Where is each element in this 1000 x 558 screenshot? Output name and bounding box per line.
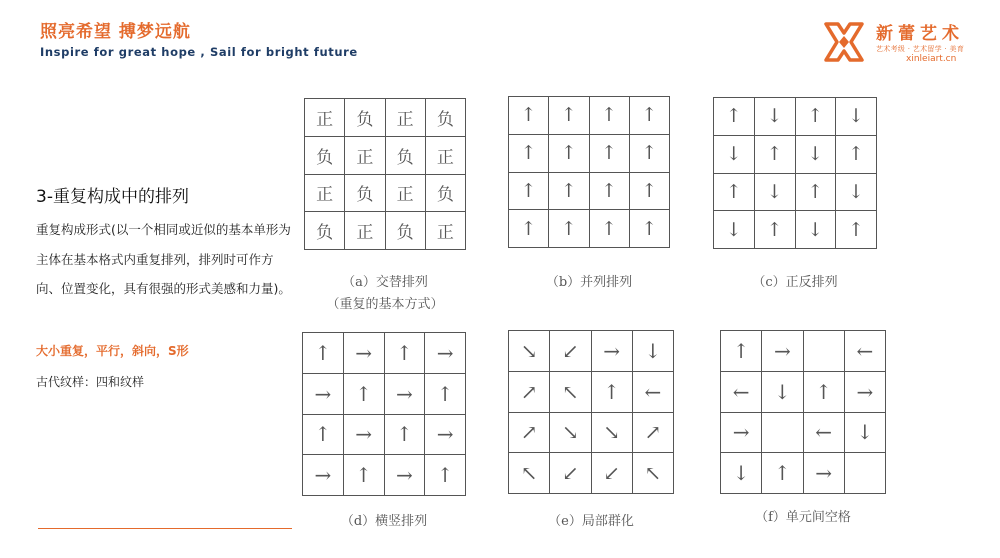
caption-b: （b）并列排列 bbox=[545, 275, 633, 290]
grid-cell: ↘ bbox=[591, 412, 632, 453]
grid-cell: ↑ bbox=[343, 373, 384, 414]
grid-cell: 负 bbox=[345, 174, 385, 212]
grid-cell: ↖ bbox=[550, 371, 591, 412]
grid-cell: ↗ bbox=[509, 412, 550, 453]
grid-cell: 负 bbox=[385, 136, 425, 174]
section-title: 3-重复构成中的排列 bbox=[36, 187, 189, 207]
grid-cell: ↑ bbox=[384, 414, 425, 455]
caption-e: （e）局部群化 bbox=[548, 514, 634, 529]
grid-c bbox=[713, 97, 877, 249]
grid-cell: ↓ bbox=[844, 412, 885, 453]
grid-cell: → bbox=[303, 373, 344, 414]
caption-d: （d）横竖排列 bbox=[340, 514, 428, 529]
grid-row bbox=[714, 211, 877, 249]
grid-cell: ↑ bbox=[762, 453, 803, 494]
grid-cell: 负 bbox=[305, 212, 345, 250]
grid-cell: → bbox=[384, 373, 425, 414]
grid-cell: ↑ bbox=[509, 97, 549, 135]
grid-row bbox=[305, 212, 466, 250]
grid-cell: ↓ bbox=[795, 135, 836, 173]
grid-row bbox=[303, 455, 466, 496]
grid-cell: ↓ bbox=[632, 331, 673, 372]
highlight-text: 大小重复，平行，斜向，S形 bbox=[36, 344, 189, 358]
grid-cell: ↑ bbox=[425, 373, 466, 414]
grid-cell: ↙ bbox=[591, 453, 632, 494]
grid-row bbox=[305, 174, 466, 212]
grid-d bbox=[302, 332, 466, 496]
brand-tagline: 艺术考级 · 艺术留学 · 美育 bbox=[876, 45, 965, 53]
grid-cell: ← bbox=[632, 371, 673, 412]
grid-cell: ↓ bbox=[714, 135, 755, 173]
grid-row bbox=[714, 135, 877, 173]
grid-cell: ↑ bbox=[795, 173, 836, 211]
grid-row bbox=[509, 412, 674, 453]
grid-cell: ↑ bbox=[509, 134, 549, 172]
grid-cell: 正 bbox=[425, 136, 465, 174]
grid-row bbox=[303, 333, 466, 374]
caption-c: （c）正反排列 bbox=[752, 275, 838, 290]
grid-cell: ↑ bbox=[836, 135, 877, 173]
slogan-cn: 照亮希望 搏梦远航 bbox=[40, 22, 191, 42]
grid-cell: ↖ bbox=[632, 453, 673, 494]
grid-cell: ↑ bbox=[714, 173, 755, 211]
grid-row bbox=[509, 331, 674, 372]
grid-cell: ↗ bbox=[632, 412, 673, 453]
caption-a: （a）交替排列 bbox=[342, 275, 428, 290]
grid-row bbox=[714, 173, 877, 211]
grid-b bbox=[508, 96, 670, 248]
grid-cell: → bbox=[844, 371, 885, 412]
grid-cell: ↑ bbox=[795, 98, 836, 136]
grid-row bbox=[509, 97, 670, 135]
grid-cell: ↑ bbox=[803, 371, 844, 412]
grid-cell: ↓ bbox=[754, 98, 795, 136]
grid-cell: 负 bbox=[305, 136, 345, 174]
grid-e bbox=[508, 330, 674, 494]
grid-cell: ↓ bbox=[721, 453, 762, 494]
grid-cell: ↑ bbox=[425, 455, 466, 496]
grid-row bbox=[721, 453, 886, 494]
grid-cell: 正 bbox=[345, 212, 385, 250]
grid-cell: ↑ bbox=[509, 210, 549, 248]
grid-cell: ↑ bbox=[549, 97, 589, 135]
grid-cell: ↙ bbox=[550, 331, 591, 372]
grid-cell: → bbox=[343, 333, 384, 374]
grid-f bbox=[720, 330, 886, 494]
grid-cell: ↑ bbox=[589, 97, 629, 135]
brand-url: xinleiart.cn bbox=[906, 54, 957, 64]
grid-cell: ← bbox=[721, 371, 762, 412]
grid-cell: ↑ bbox=[629, 210, 669, 248]
grid-cell: 正 bbox=[345, 136, 385, 174]
grid-cell: 正 bbox=[305, 99, 345, 137]
grid-cell: ↓ bbox=[795, 211, 836, 249]
grid-row bbox=[509, 134, 670, 172]
grid-row bbox=[509, 453, 674, 494]
grid-cell: ↑ bbox=[303, 333, 344, 374]
grid-cell: ↓ bbox=[754, 173, 795, 211]
grid-cell: 正 bbox=[385, 174, 425, 212]
grid-cell: ↑ bbox=[721, 331, 762, 372]
grid-cell: 负 bbox=[345, 99, 385, 137]
grid-cell: ↑ bbox=[629, 172, 669, 210]
caption-f: （f）单元间空格 bbox=[755, 510, 851, 525]
grid-cell: 正 bbox=[425, 212, 465, 250]
grid-row bbox=[303, 414, 466, 455]
caption-a2: （重复的基本方式） bbox=[326, 297, 444, 312]
brand-name: 新蕾艺术 bbox=[876, 24, 964, 44]
grid-cell: → bbox=[303, 455, 344, 496]
grid-cell bbox=[844, 453, 885, 494]
grid-row bbox=[509, 371, 674, 412]
grid-cell: → bbox=[762, 331, 803, 372]
grid-cell: ↑ bbox=[549, 134, 589, 172]
grid-cell: ↗ bbox=[509, 371, 550, 412]
grid-cell: 负 bbox=[425, 99, 465, 137]
grid-cell: ↘ bbox=[550, 412, 591, 453]
grid-cell: ↑ bbox=[549, 210, 589, 248]
grid-cell: ↑ bbox=[509, 172, 549, 210]
grid-cell: → bbox=[803, 453, 844, 494]
grid-cell: ↙ bbox=[550, 453, 591, 494]
grid-cell: ↑ bbox=[754, 211, 795, 249]
grid-cell: ↓ bbox=[714, 211, 755, 249]
grid-cell: → bbox=[591, 331, 632, 372]
divider-line bbox=[38, 528, 292, 529]
grid-cell: 正 bbox=[385, 99, 425, 137]
grid-cell: ↑ bbox=[629, 97, 669, 135]
grid-cell: ↑ bbox=[303, 414, 344, 455]
grid-cell: → bbox=[343, 414, 384, 455]
grid-cell: ↑ bbox=[714, 98, 755, 136]
grid-row bbox=[303, 373, 466, 414]
grid-cell bbox=[803, 331, 844, 372]
grid-cell: ↓ bbox=[762, 371, 803, 412]
slogan-en: Inspire for great hope , Sail for bright future bbox=[40, 45, 358, 59]
grid-cell: → bbox=[384, 455, 425, 496]
grid-cell: ← bbox=[803, 412, 844, 453]
grid-row bbox=[509, 172, 670, 210]
grid-cell: 负 bbox=[385, 212, 425, 250]
grid-cell: ↑ bbox=[343, 455, 384, 496]
grid-cell: ↑ bbox=[629, 134, 669, 172]
grid-cell: 正 bbox=[305, 174, 345, 212]
grid-a bbox=[304, 98, 466, 250]
grid-row bbox=[305, 99, 466, 137]
grid-cell: ↓ bbox=[836, 98, 877, 136]
grid-cell: 负 bbox=[425, 174, 465, 212]
grid-cell: ← bbox=[844, 331, 885, 372]
section-body: 重复构成形式(以一个相同或近似的基本单形为主体在基本格式内重复排列，排列时可作方向、位置变化，具有很强的形式美感和力量)。 bbox=[36, 222, 291, 296]
note-text: 古代纹样：四和纹样 bbox=[36, 375, 145, 389]
grid-cell bbox=[762, 412, 803, 453]
grid-row bbox=[721, 412, 886, 453]
grid-cell: → bbox=[721, 412, 762, 453]
grid-row bbox=[721, 331, 886, 372]
grid-cell: ↑ bbox=[589, 210, 629, 248]
grid-row bbox=[714, 98, 877, 136]
grid-cell: ↑ bbox=[589, 134, 629, 172]
grid-row bbox=[721, 371, 886, 412]
grid-cell: ↖ bbox=[509, 453, 550, 494]
brand-logo-icon bbox=[822, 20, 866, 64]
grid-cell: ↑ bbox=[591, 371, 632, 412]
grid-cell: ↑ bbox=[589, 172, 629, 210]
grid-cell: ↑ bbox=[754, 135, 795, 173]
grid-cell: ↑ bbox=[836, 211, 877, 249]
grid-cell: ↘ bbox=[509, 331, 550, 372]
grid-cell: ↓ bbox=[836, 173, 877, 211]
grid-row bbox=[305, 136, 466, 174]
grid-cell: → bbox=[425, 414, 466, 455]
grid-cell: ↑ bbox=[549, 172, 589, 210]
grid-cell: ↑ bbox=[384, 333, 425, 374]
grid-row bbox=[509, 210, 670, 248]
grid-cell: → bbox=[425, 333, 466, 374]
